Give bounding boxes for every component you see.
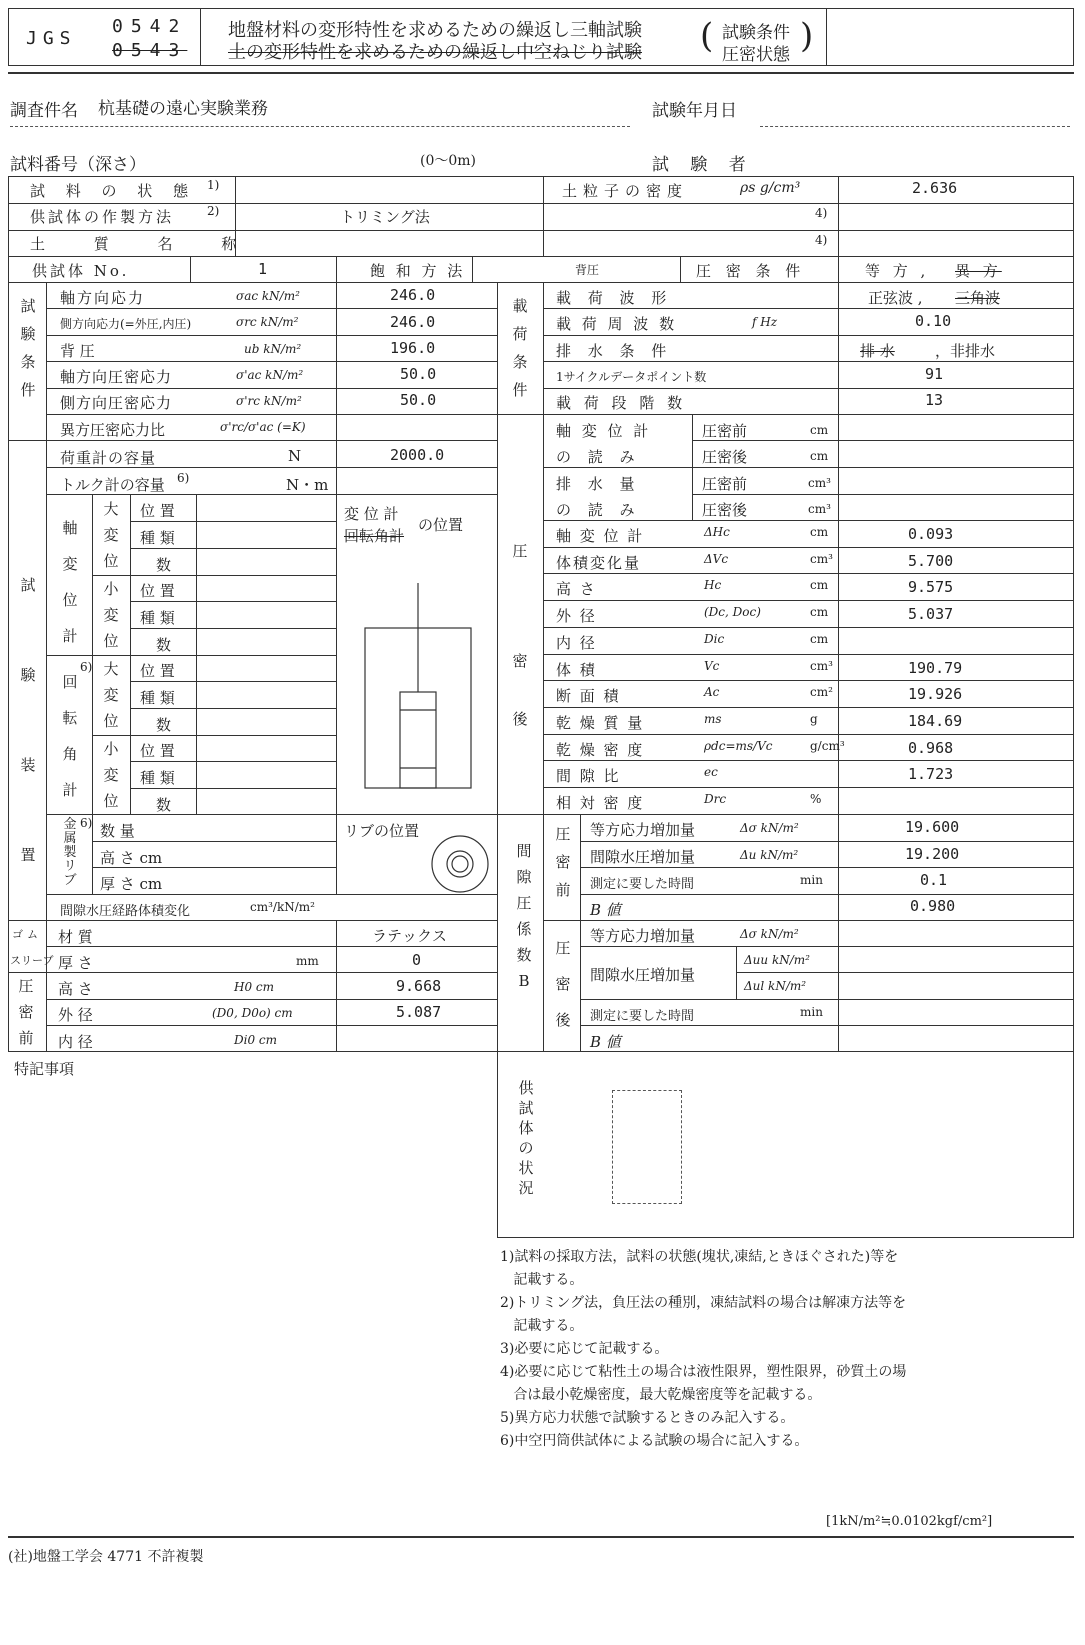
pre-h-sym: H0 cm xyxy=(234,980,275,994)
rib-position-diagram xyxy=(428,832,492,896)
paren-open: ( xyxy=(700,16,714,56)
reading-3: 排 水 量 xyxy=(556,475,641,493)
cond-lateral-consol-label: 側方向圧密応力 xyxy=(60,394,173,412)
pos-3: 位 置 xyxy=(140,662,175,680)
consol-row-label: 乾 燥 密 度 xyxy=(556,740,645,759)
reading-before-2: 圧密前 xyxy=(702,475,748,493)
num-3: 数 xyxy=(156,716,172,734)
fn-4a: 4) xyxy=(815,206,828,220)
consol-after-side: 後 xyxy=(512,710,528,728)
small-disp-1: 小変位 xyxy=(103,580,119,650)
footnote-line: 合は最小乾燥密度，最大乾燥密度等を記載する。 xyxy=(500,1387,822,1403)
fn-1: 1) xyxy=(207,178,220,192)
points-value: 91 xyxy=(925,365,944,383)
density-label: 土粒子の密度 xyxy=(562,182,689,200)
remarks-label: 特記事項 xyxy=(14,1060,75,1078)
prep-label: 供試体の作製方法 xyxy=(30,208,175,226)
unit-cm3-2: cm³ xyxy=(808,502,831,516)
cond-lateral-consol-sym: σ'rc kN/m² xyxy=(236,394,302,408)
bvalue-post-side: 圧密後 xyxy=(555,939,571,1029)
load-cap-value: 2000.0 xyxy=(390,446,445,464)
pre-di-sym: Di0 cm xyxy=(234,1033,278,1047)
consol-row-value: 184.69 xyxy=(908,711,963,730)
reading-1: 軸 変 位 計 xyxy=(556,422,652,440)
consol-row-unit: cm xyxy=(810,525,829,539)
load-wave-label: 載 荷 波 形 xyxy=(556,289,673,307)
pos-1: 位 置 xyxy=(140,502,175,520)
consol-row-sym: ΔHc xyxy=(704,525,730,539)
soil-label: 土 質 名 称 xyxy=(30,235,259,253)
consol-row-unit: cm xyxy=(810,578,829,593)
cond-back-label: 背 圧 xyxy=(60,342,95,360)
consol-row-label: 高 さ xyxy=(556,580,597,599)
unit-cm-2: cm xyxy=(810,449,829,463)
drain-undrained: ，非排水 xyxy=(935,342,996,360)
footnote-line: 5)異方応力状態で試験するときのみ記入する。 xyxy=(500,1410,795,1426)
unit-cm-1: cm xyxy=(810,423,829,437)
consol-row-value: 9.575 xyxy=(908,578,954,597)
consol-row-value: 0.093 xyxy=(908,525,954,543)
density-unit: ρs g/cm³ xyxy=(740,180,801,196)
consol-row-label: 体積変化量 xyxy=(556,553,642,572)
sat-label: 飽 和 方 法 xyxy=(370,262,466,280)
cond-axial-consol-value: 50.0 xyxy=(400,365,437,383)
fn-2: 2) xyxy=(207,204,220,218)
b-pre-b-value: 0.980 xyxy=(910,897,956,915)
rib-thick: 厚 さ cm xyxy=(100,875,163,893)
reading-2: の 読 み xyxy=(556,448,641,466)
footnotes xyxy=(500,1246,906,1453)
b-pre-time-value: 0.1 xyxy=(920,871,948,889)
cond-lateral-label: 側方向応力(=外圧,内圧) xyxy=(60,317,192,331)
rot-angle-side: 回転角計 xyxy=(62,673,78,799)
pre-d-value: 5.087 xyxy=(396,1003,442,1021)
cond-back-sym: ub kN/m² xyxy=(244,342,302,356)
load-cond-side: 載荷条件 xyxy=(512,297,528,399)
footnote-line: 記載する。 xyxy=(500,1272,584,1288)
rib-count: 数 量 xyxy=(100,822,135,840)
specimen-sketch xyxy=(612,1090,682,1204)
side-title-1: 試験条件 xyxy=(722,23,790,43)
rubber-thick-unit: mm xyxy=(296,954,319,968)
specimen-condition-box xyxy=(497,1052,1074,1238)
side-title-2: 圧密状態 xyxy=(722,45,790,65)
consol-row-sym: (Dc, Doc) xyxy=(704,605,761,620)
pre-consol-side: 圧密前 xyxy=(18,977,34,1047)
b-pre-b-label: B 値 xyxy=(590,901,621,919)
b-pre-iso-label: 等方応力増加量 xyxy=(590,821,696,839)
consol-row-unit: g xyxy=(810,711,818,726)
sample-depth: (0〜0m) xyxy=(420,153,477,169)
pre-d-sym: (D0, D0o) cm xyxy=(212,1006,293,1020)
load-wave-tri: 三角波 xyxy=(955,289,1001,307)
paren-close: ) xyxy=(800,16,814,56)
sat-value: 背圧 xyxy=(575,263,600,277)
jgs-label: JGS xyxy=(26,28,77,49)
points-label: 1サイクルデータポイント数 xyxy=(556,370,707,384)
cond-axial-sym: σac kN/m² xyxy=(236,289,300,303)
consol-row-label: 体 積 xyxy=(556,660,597,679)
gauge-pos-title3: の位置 xyxy=(418,516,464,534)
cond-back-value: 196.0 xyxy=(390,339,436,357)
specimen-no: 1 xyxy=(258,260,268,278)
b-post-iso-unit: Δσ kN/m² xyxy=(740,927,799,941)
rib-height: 高 さ cm xyxy=(100,849,163,867)
footnote-line: 4)必要に応じて粘性土の場合は液性限界，塑性限界，砂質土の場 xyxy=(500,1364,907,1380)
consol-row-label: 間 隙 比 xyxy=(556,767,621,786)
num-2: 数 xyxy=(156,636,172,654)
project-label: 調査件名 xyxy=(10,101,78,121)
consol-row-unit: cm² xyxy=(810,685,833,700)
footnote-line: 6)中空円筒供試体による試験の場合に記入する。 xyxy=(500,1433,809,1449)
b-post-b-label: B 値 xyxy=(590,1033,621,1051)
metal-rib-side: 金属製リブ xyxy=(63,817,77,888)
consol-row-value: 19.926 xyxy=(908,685,963,704)
date-label: 試験年月日 xyxy=(652,101,737,121)
rubber-thick-value: 0 xyxy=(412,951,422,969)
drain-label: 排 水 条 件 xyxy=(556,342,673,360)
title-triaxial: 地盤材料の変形特性を求めるための繰返し三軸試験 xyxy=(228,20,642,41)
pre-h-label: 高 さ xyxy=(58,980,93,998)
rib-pos-title: リブの位置 xyxy=(344,822,420,840)
consol-row-label: 相 対 密 度 xyxy=(556,794,645,812)
pore-vol-unit: cm³/kN/m² xyxy=(250,900,315,914)
prep-value: トリミング法 xyxy=(340,208,430,226)
consol-row-value: 5.037 xyxy=(908,605,954,624)
consol-row-unit: % xyxy=(810,792,822,806)
footnote-line: 1)試料の採取方法，試料の状態(塊状,凍結,ときほぐされた)等を xyxy=(500,1249,899,1265)
consol-row-label: 軸 変 位 計 xyxy=(556,527,645,545)
footnote-line: 3)必要に応じて記載する。 xyxy=(500,1341,669,1357)
reading-after-1: 圧密後 xyxy=(702,448,748,466)
cond-axial-consol-label: 軸方向圧密応力 xyxy=(60,368,173,386)
consol-row-unit: cm xyxy=(810,631,829,646)
large-disp-2: 大変位 xyxy=(103,660,119,730)
specimen-condition-side: 供試体の状況 xyxy=(518,1079,534,1197)
reading-after-2: 圧密後 xyxy=(702,501,748,519)
b-pre-pore-label: 間隙水圧増加量 xyxy=(590,848,696,866)
load-freq-sym: f Hz xyxy=(752,315,778,329)
large-disp-1: 大変位 xyxy=(103,500,119,570)
consol-row-sym: ec xyxy=(704,765,718,780)
rubber-mat-label: 材 質 xyxy=(58,928,93,946)
footnote-line: 記載する。 xyxy=(500,1318,584,1334)
reading-before-1: 圧密前 xyxy=(702,422,748,440)
consol-row-label: 外 径 xyxy=(556,607,597,626)
gauge-position-diagram xyxy=(360,578,480,798)
fn-6c: 6) xyxy=(80,816,93,830)
stage-label: 載 荷 段 階 数 xyxy=(556,394,687,412)
b-post-time-unit: min xyxy=(800,1005,823,1019)
small-disp-2: 小変位 xyxy=(103,740,119,810)
consol-side: 圧密 xyxy=(512,542,528,670)
consol-row-unit: cm³ xyxy=(810,551,833,566)
fn-4b: 4) xyxy=(815,233,828,247)
pre-h-value: 9.668 xyxy=(396,977,442,995)
b-pre-iso-unit: Δσ kN/m² xyxy=(740,821,799,835)
kind-1: 種 類 xyxy=(140,529,175,547)
code-0542: 0542 xyxy=(112,16,188,37)
consol-label: 圧 密 条 件 xyxy=(696,262,806,280)
consol-row-label: 乾 燥 質 量 xyxy=(556,713,645,732)
pre-di-label: 内 径 xyxy=(58,1033,93,1051)
load-freq-label: 載 荷 周 波 数 xyxy=(556,315,678,333)
gauge-pos-title1: 変 位 計 xyxy=(344,505,399,523)
footer-copyright: (社)地盤工学会 4771 不許複製 xyxy=(8,1549,204,1565)
torque-cap-label: トルク計の容量 xyxy=(60,476,165,494)
sample-label: 試料番号（深さ） xyxy=(10,155,146,175)
b-post-iso-label: 等方応力増加量 xyxy=(590,927,696,945)
pre-d-label: 外 径 xyxy=(58,1006,93,1024)
rubber-thick-label: 厚 さ xyxy=(58,954,93,972)
density-value: 2.636 xyxy=(912,179,958,197)
fn-6a: 6) xyxy=(177,471,190,485)
rubber-side-2: スリーブ xyxy=(10,954,54,967)
load-cap-label: 荷重計の容量 xyxy=(60,449,157,467)
pore-vol-label: 間隙水圧経路体積変化 xyxy=(60,904,191,919)
consol-row-value: 1.723 xyxy=(908,765,954,784)
torque-cap-unit: N・m xyxy=(286,476,329,494)
axial-disp-side: 軸変位計 xyxy=(62,519,78,645)
specimen-label: 供試体 No. xyxy=(32,262,130,280)
bvalue-pre-side: 圧密前 xyxy=(555,825,571,899)
load-cap-unit: N xyxy=(288,447,302,465)
consol-row-sym: Ac xyxy=(704,685,720,700)
cond-ratio-label: 異方圧密応力比 xyxy=(60,421,166,439)
consol-aniso: 異 方 xyxy=(955,262,1002,280)
consol-row-value: 5.700 xyxy=(908,551,954,570)
b-pre-time-label: 測定に要した時間 xyxy=(590,877,695,892)
b-pre-pore-unit: Δu kN/m² xyxy=(740,848,799,862)
consol-iso: 等 方 , xyxy=(865,262,930,280)
consol-row-unit: g/cm³ xyxy=(810,738,845,753)
cond-lateral-consol-value: 50.0 xyxy=(400,391,437,409)
bvalue-side: 間隙圧係数B xyxy=(516,842,532,990)
b-post-u1-unit: Δuu kN/m² xyxy=(744,953,810,967)
consol-row-sym: ρdc=ms/Vc xyxy=(704,738,773,753)
gauge-pos-title2: 回転角計 xyxy=(344,527,405,545)
test-cond-side: 試験条件 xyxy=(20,297,36,399)
project-name: 杭基礎の遠心実験業務 xyxy=(98,99,268,119)
consol-row-value: 190.79 xyxy=(908,658,963,677)
unit-conversion: [1kN/m²≒0.0102kgf/cm²] xyxy=(826,1514,993,1529)
stage-value: 13 xyxy=(925,391,944,409)
cond-axial-value: 246.0 xyxy=(390,286,436,304)
reading-4: の 読 み xyxy=(556,501,641,519)
load-freq-value: 0.10 xyxy=(915,312,952,330)
apparatus-side: 試験装置 xyxy=(20,576,36,864)
consol-row-unit: cm xyxy=(810,605,829,620)
consol-row-sym: Vc xyxy=(704,658,720,673)
b-post-u2-unit: Δul kN/m² xyxy=(744,979,807,993)
cond-ratio-sym: σ'rc/σ'ac (=K) xyxy=(220,420,306,434)
consol-row-sym: Drc xyxy=(704,792,727,806)
pos-4: 位 置 xyxy=(140,742,175,760)
rubber-mat-value: ラテックス xyxy=(372,927,447,945)
footnote-line: 2)トリミング法，負圧法の種別，凍結試料の場合は解凍方法等を xyxy=(500,1295,907,1311)
cond-lateral-sym: σrc kN/m² xyxy=(236,315,299,329)
consol-row-sym: Dic xyxy=(704,631,725,646)
fn-6b: 6) xyxy=(80,660,93,674)
consol-row-unit: cm³ xyxy=(810,658,833,673)
consol-row-label: 断 面 積 xyxy=(556,687,621,706)
kind-2: 種 類 xyxy=(140,609,175,627)
b-pre-pore-value: 19.200 xyxy=(905,845,960,863)
num-4: 数 xyxy=(156,796,172,814)
code-0543: 0543 xyxy=(112,40,188,61)
consol-row-sym: ΔVc xyxy=(704,551,729,566)
rubber-side-1: ゴム xyxy=(12,928,42,941)
consol-row-sym: Hc xyxy=(704,578,722,593)
consol-row-sym: ms xyxy=(704,711,722,726)
tester-label: 試 験 者 xyxy=(652,155,754,175)
b-pre-iso-value: 19.600 xyxy=(905,818,960,836)
kind-3: 種 類 xyxy=(140,689,175,707)
pos-2: 位 置 xyxy=(140,582,175,600)
state-label: 試 料 の 状 態 xyxy=(30,182,197,200)
consol-row-label: 内 径 xyxy=(556,633,597,652)
kind-4: 種 類 xyxy=(140,769,175,787)
drain-drained: 排 水 xyxy=(860,342,895,360)
consol-row-value: 0.968 xyxy=(908,738,954,757)
cond-axial-consol-sym: σ'ac kN/m² xyxy=(236,368,304,382)
load-wave-sine: 正弦波 , xyxy=(868,289,923,307)
cond-axial-label: 軸方向応力 xyxy=(60,289,146,307)
title-torsional: 土の変形特性を求めるための繰返し中空ねじり試験 xyxy=(228,42,642,63)
b-pre-time-unit: min xyxy=(800,873,823,887)
b-post-pore-label: 間隙水圧増加量 xyxy=(590,966,696,984)
num-1: 数 xyxy=(156,556,172,574)
unit-cm3-1: cm³ xyxy=(808,476,831,490)
cond-lateral-value: 246.0 xyxy=(390,313,436,331)
b-post-time-label: 測定に要した時間 xyxy=(590,1009,695,1024)
